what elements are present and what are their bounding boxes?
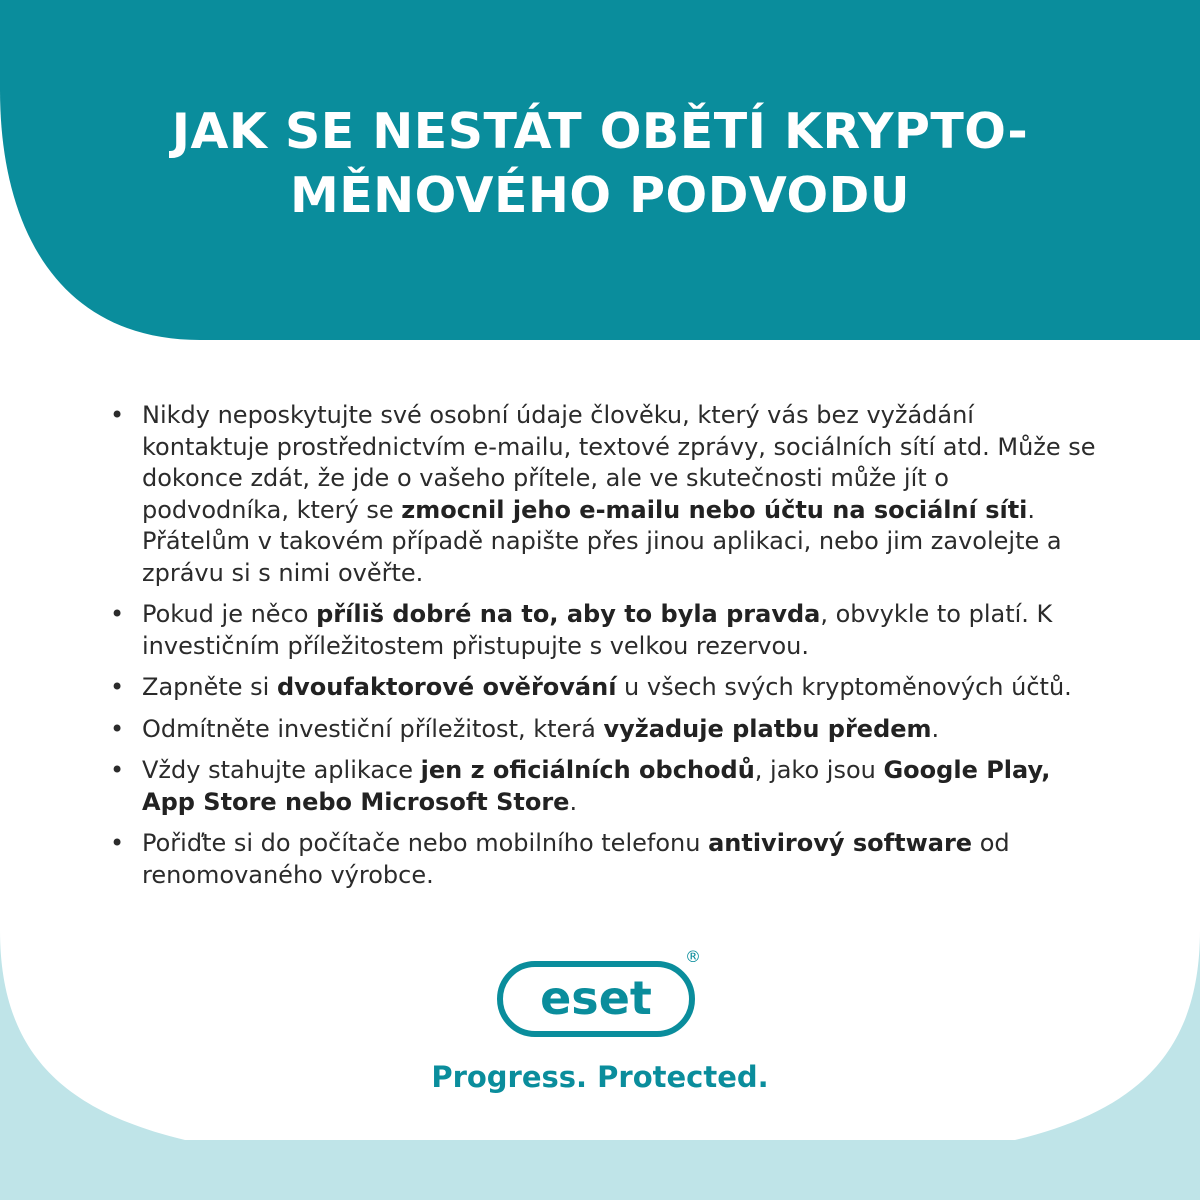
tip-text: Zapněte si	[142, 673, 277, 701]
tip-text: Nikdy neposkytujte své osobní údaje člověku, který vás bez vyžádání kontaktuje prostřednictvím e-mailu, textové zprávy, sociálních sítí atd. Může se dokonce zdát, že jde o vašeho přítele, ale ve skutečnosti může jít o podvodníka, který se	[142, 401, 1096, 524]
bullet-marker: •	[110, 401, 125, 429]
tip-text: u všech svých kryptoměnových účtů.	[616, 673, 1072, 701]
bullet-marker: •	[110, 600, 125, 628]
bullet-marker: •	[110, 714, 125, 743]
tip-emphasis: příliš dobré na to, aby to byla pravda	[316, 600, 821, 628]
tip-text: Pokud je něco	[142, 600, 317, 628]
tip-item	[110, 714, 1100, 746]
bullet-marker: •	[110, 829, 125, 857]
tip-text: , obvykle to platí. K investičním příležitostem přistupujte s velkou rezervou.	[142, 600, 1053, 660]
tagline: Progress. Protected.	[431, 1060, 769, 1094]
tip-item	[110, 828, 1100, 891]
tip-emphasis: jen z oficiálních obchodů	[420, 756, 755, 784]
tip-emphasis: zmocnil jeho e-mailu nebo účtu na sociální síti	[401, 495, 1028, 524]
tip-text: . Přátelům v takovém případě napište přes jinou aplikaci, nebo jim zavolejte a zprávu si s nimi ověřte.	[142, 495, 1062, 587]
tip-emphasis: antivirový software	[708, 829, 973, 857]
tip-item	[110, 672, 1100, 704]
tip-text: .	[569, 787, 578, 816]
tip-item	[110, 755, 1100, 818]
tip-emphasis: Google Play, App Store nebo Microsoft Store	[142, 756, 1051, 816]
registered-mark: ®	[685, 947, 701, 966]
page-title	[0, 100, 1200, 228]
page-title-line-2: MĚNOVÉHO PODVODU	[289, 167, 911, 224]
tip-text: Odmítněte investiční příležitost, která	[142, 714, 604, 743]
tip-item	[110, 599, 1100, 662]
tip-emphasis: vyžaduje platbu předem	[603, 714, 932, 743]
eset-logo-text: eset	[540, 971, 652, 1025]
tips-list	[110, 400, 1100, 901]
tip-text: od renomovaného výrobce.	[142, 829, 1010, 889]
page-title-line-1: JAK SE NESTÁT OBĚTÍ KRYPTO-	[171, 103, 1029, 160]
bullet-marker: •	[110, 756, 125, 784]
tip-text: , jako jsou	[754, 756, 884, 784]
tip-text: Pořiďte si do počítače nebo mobilního telefonu	[142, 829, 709, 857]
tip-text: Vždy stahujte aplikace	[142, 756, 421, 784]
tip-text: .	[931, 714, 940, 743]
bullet-marker: •	[110, 673, 125, 701]
eset-logo	[497, 946, 703, 1038]
tip-item	[110, 400, 1100, 589]
tip-emphasis: dvoufaktorové ověřování	[276, 673, 617, 701]
